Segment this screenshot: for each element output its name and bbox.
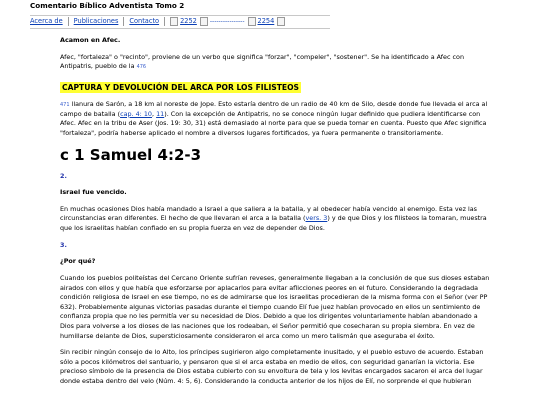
paragraph-text: En muchas ocasiones Dios había mandado a Israel a que saliera a la batalla, y al obedecer había vencido al enemigo. Esta vez las circunstancias eran diferentes. El hecho de que llevaran el arca a la batalla ( (60, 204, 477, 223)
paragraph-text: llanura de Sarón, a 18 km al noreste de Jope. Esto estaría dentro de un radio de 40 km de Silo, desde donde fue llevada el arca al campo de batalla ( (60, 100, 488, 118)
bible-ref-link[interactable]: cap. 4: 10 (120, 109, 152, 118)
paragraph (60, 100, 490, 138)
nav-link-acerca[interactable]: Acerca de (30, 16, 63, 25)
page-icon (277, 17, 285, 26)
verse-number: 3. (60, 240, 67, 249)
paragraph: Sin recibir ningún consejo de lo Alto, los príncipes sugirieron algo completamente inusitado, y el pueblo estuvo de acuerdo. Estaban sólo a pocos kilómetros del santuario, y pensaron que si el arca estaba en medio de ellos, con seguridad ganarían la victoria. Ese precioso símbolo de la presencia de Dios estaba cubierto con su envoltura de tela y los levitas encargados sacaron el arca del lugar donde estaba dentro del velo (Núm. 4: 5, 6). Considerando la conducta anterior de los hijos de Elí, no sorprende el que hubieran (60, 348, 484, 386)
paragraph-text: Afec, "fortaleza" o "recinto", proviene de un verbo que significa "forzar", "compeler", "sostener". Se ha identificado a Afec con Antipatris, pueblo de la (60, 52, 465, 71)
paragraph-text: ) y de que Dios y los filisteos la tomaran, muestra que los israelitas habían confiado en su propia fuerza en vez de depender de Dios. (60, 214, 487, 233)
chapter-heading: c 1 Samuel 4:2-3 (60, 145, 202, 164)
bible-ref-link[interactable]: vers. 3 (305, 214, 328, 223)
highlighted-title: CAPTURA Y DEVOLUCIÓN DEL ARCA POR LOS FILISTEOS (62, 82, 300, 92)
page-number-marker: 476 (136, 64, 147, 71)
bible-ref-link[interactable]: 11 (156, 109, 165, 118)
page-icon (170, 17, 178, 26)
page-dashes: ---------------- (209, 18, 245, 26)
nav-separator (164, 17, 165, 26)
book-title: Comentario Bíblico Adventista Tomo 2 (30, 1, 185, 10)
page-icon (200, 17, 208, 26)
next-page-link[interactable]: 2254 (257, 16, 275, 25)
paragraph-text: ). Con la excepción de Antipatris, no se conoce ningún lugar definido que pudiera identificarse con Afec. Afec en la tribu de Aser (Jos. 19: 30, 31) está demasiado al norte para que se pueda tomar en cuenta. Puesto que Afec significa "fortaleza", podría haberse aplicado el nombre a diversos lugares fortificados, ya fuera permanente o transitoriamente. (60, 109, 487, 138)
nav-link-publicaciones[interactable]: Publicaciones (73, 16, 119, 25)
verse-number: 2. (60, 171, 67, 180)
nav-separator (123, 17, 124, 26)
nav-link-contacto[interactable]: Contacto (129, 16, 160, 25)
paragraph-text: , (152, 109, 157, 118)
paragraph: Cuando los pueblos politeístas del Cercano Oriente sufrían reveses, generalmente llegaban a la conclusión de que sus dioses estaban airados con ellos y que había que esforzarse por aplacarlos para evitar aflicciones peores en el futuro. Considerando la degradada condición religiosa de Israel en ese tiempo, no es de admirarse que los israelitas procedieran de la misma forma con el Señor (ver PP 632). Probablemente algunas victorias pasadas durante el tiempo cuando Elí fue juez habían provocado en ellos un sentimiento de confianza propia que no les permitía ver su necesidad de Dios. Debido a que los dirigentes voluntariamente habían abandonado a Dios para volverse a los dioses de las naciones que los rodeaban, el Señor permitió que cosecharan su propia siembra. En vez de humillarse delante de Dios, supersticiosamente consideraron el arca como un mero talismán que aseguraba el éxito. (60, 273, 490, 340)
top-nav (30, 15, 330, 29)
prev-page-link[interactable]: 2252 (180, 16, 197, 25)
header (30, 0, 330, 29)
nav-separator (68, 17, 69, 26)
verse-heading: Israel fue vencido. (60, 188, 127, 197)
page-number-marker: 471 (60, 102, 70, 109)
paragraph (60, 205, 490, 234)
main-content (60, 36, 490, 394)
section-heading: Acamon en Afec. (60, 36, 121, 44)
verse-heading: ¿Por qué? (60, 257, 96, 266)
page-icon (248, 17, 256, 26)
paragraph (60, 53, 490, 72)
